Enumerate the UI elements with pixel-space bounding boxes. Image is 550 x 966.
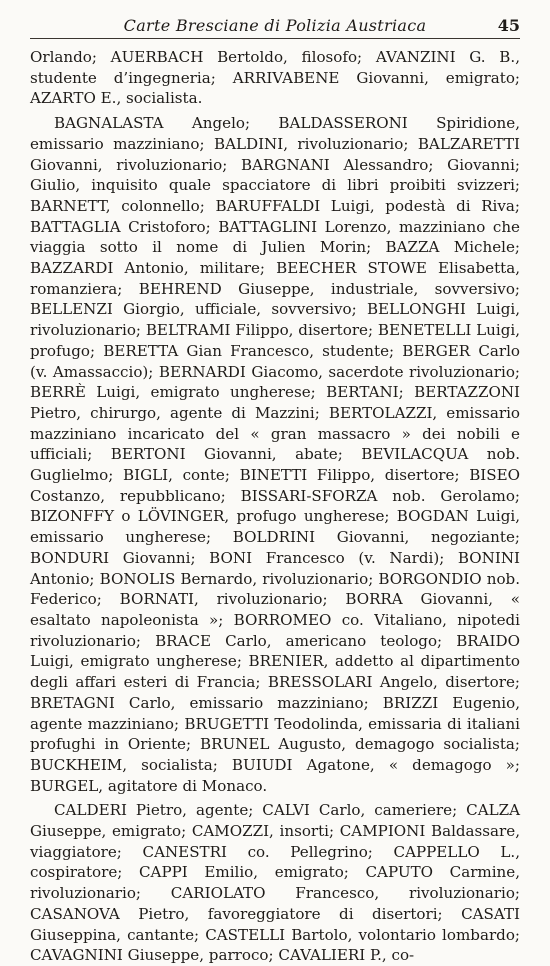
running-title: Carte Bresciane di Polizia Austriaca: [123, 16, 427, 35]
page-header: [30, 12, 520, 39]
paragraph-b-entries: BAGNALASTA Angelo; BALDASSERONI Spiridione, emissario mazziniano; BALDINI, rivoluzionario; BALZARETTI Giovanni, rivoluzionario; BARGNANI Alessandro; Giovanni; Giulio, inquisito quale spacciatore di libri proibiti svizzeri; BARNETT, colonnello; BARUFFALDI Luigi, podestà di Riva; BATTAGLIA Cristoforo; BATTAGLINI Lorenzo, mazziniano che viaggia sotto il nome di Julien Morin; BAZZA Michele; BAZZARDI Antonio, militare; BEECHER STOWE Elisabetta, romanziera; BEHREND Giuseppe, industriale, sovversivo; BELLENZI Giorgio, ufficiale, sovversivo; BELLONGHI Luigi, rivoluzionario; BELTRAMI Filippo, disertore; BENETELLI Luigi, profugo; BERETTA Gian Francesco, studente; BERGER Carlo (v. Amassaccio); BERNARDI Giacomo, sacerdote rivoluzionario; BERRÈ Luigi, emigrato ungherese; BERTANI; BERTAZZONI Pietro, chirurgo, agente di Mazzini; BERTOLAZZI, emissario mazziniano incaricato del « gran massacro » dei nobili e ufficiali; BERTONI Giovanni, abate; BEVILACQUA nob. Guglielmo; BIGLI, conte; BINETTI Filippo, disertore; BISEO Costanzo, repubblicano; BISSARI-SFORZA nob. Gerolamo; BIZONFFY o LÖVINGER, profugo ungherese; BOGDAN Luigi, emissario ungherese; BOLDRINI Giovanni, negoziante; BONDURI Giovanni; BONI Francesco (v. Nardi); BONINI Antonio; BONOLIS Bernardo, rivoluzionario; BORGONDIO nob. Federico; BORNATI, rivoluzionario; BORRA Giovanni, « esaltato napoleonista »; BORROMEO co. Vitaliano, nipotedi rivoluzionario; BRACE Carlo, americano teologo; BRAIDO Luigi, emigrato ungherese; BRENIER, addetto al dipartimento degli affari esteri di Francia; BRESSOLARI Angelo, disertore; BRETAGNI Carlo, emissario mazziniano; BRIZZI Eugenio, agente mazziniano; BRUGETTI Teodolinda, emissaria di italiani profughi in Oriente; BRUNEL Augusto, demagogo socialista; BUCKHEIM, socialista; BUIUDI Agatone, « demagogo »; BURGEL, agitatore di Monaco.: [30, 114, 520, 795]
paragraph-c-entries: CALDERI Pietro, agente; CALVI Carlo, cameriere; CALZA Giuseppe, emigrato; CAMOZZI, insorti; CAMPIONI Baldassare, viaggiatore; CANESTRI co. Pellegrino; CAPPELLO L., cospiratore; CAPPI Emilio, emigrato; CAPUTO Carmine, rivoluzionario; CARIOLATO Francesco, rivoluzionario; CASANOVA Pietro, favoreggiatore di disertori; CASATI Giuseppina, cantante; CASTELLI Bartolo, volontario lombardo; CAVAGNINI Giuseppe, parroco; CAVALIERI P., co-: [30, 801, 520, 965]
page-number: 45: [497, 16, 520, 35]
paragraph-a-continued: Orlando; AUERBACH Bertoldo, filosofo; AVANZINI G. B., studente d’ingegneria; ARRIVABENE Giovanni, emigrato; AZARTO E., socialista.: [30, 48, 520, 108]
